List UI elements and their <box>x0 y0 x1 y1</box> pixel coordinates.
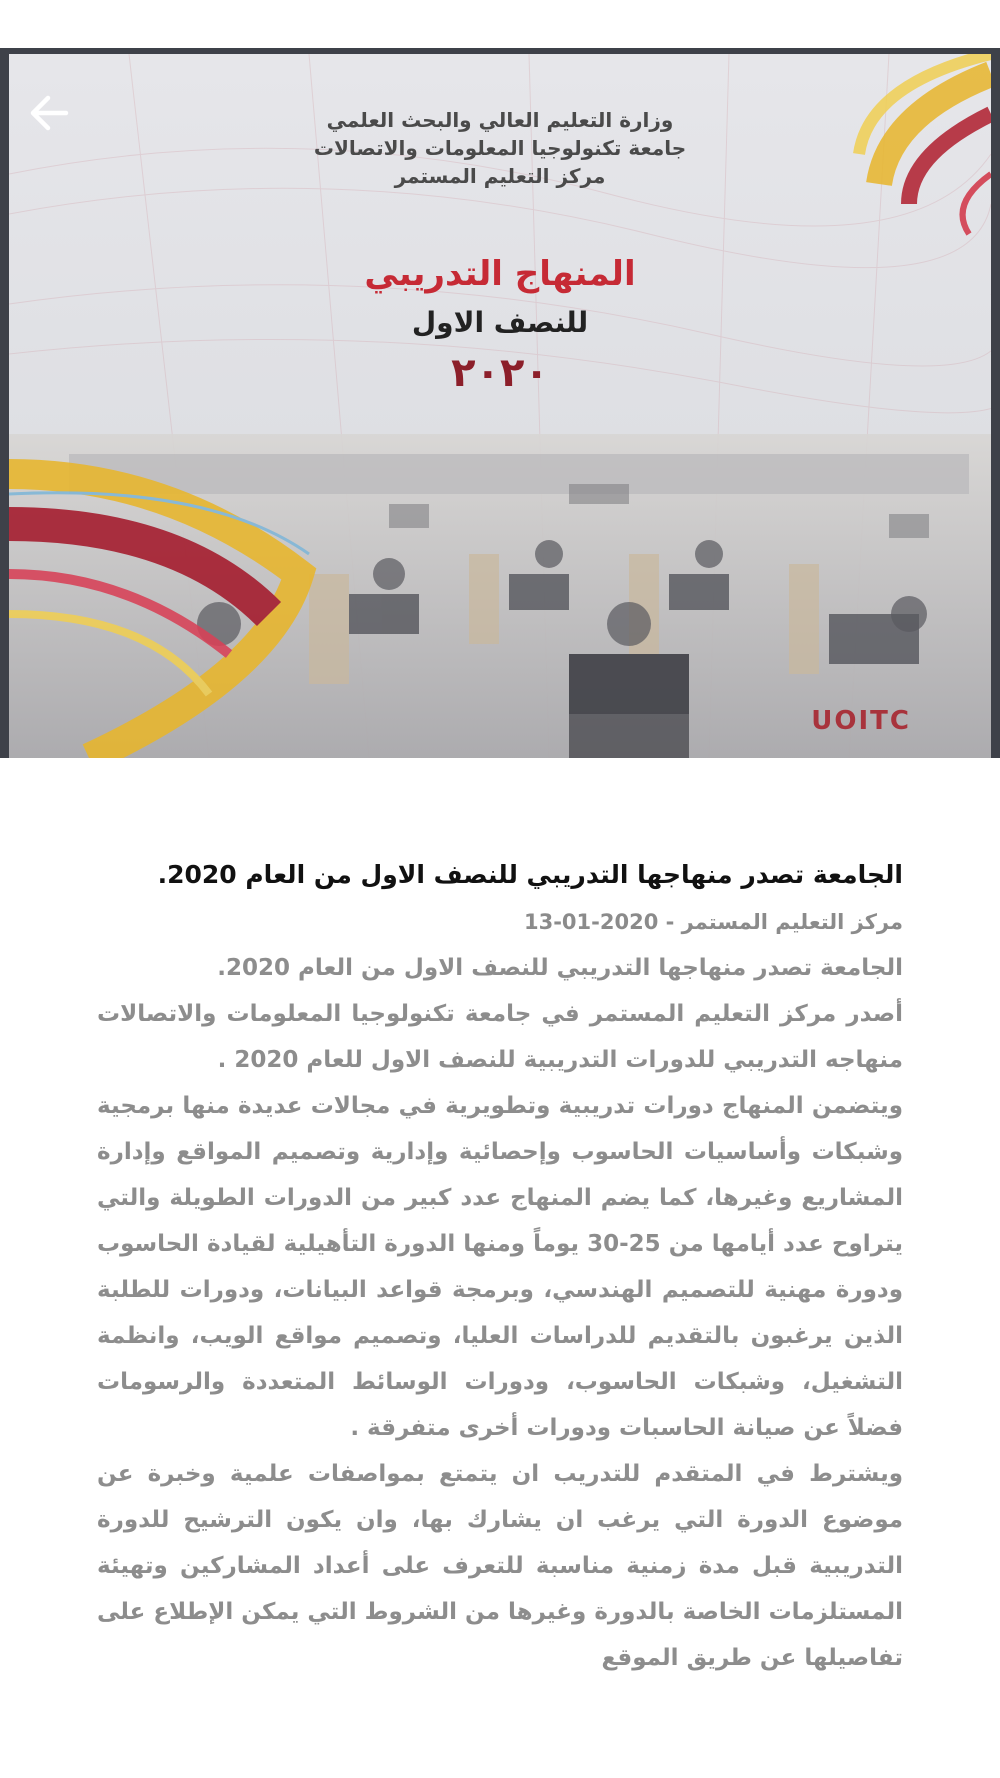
article-title: الجامعة تصدر منهاجها التدريبي للنصف الاول من العام 2020. <box>157 860 903 889</box>
cover-subtitle: للنصف الاول <box>411 306 589 339</box>
university-line: جامعة تكنولوجيا المعلومات والاتصالات <box>313 136 687 160</box>
article-body <box>97 945 903 1681</box>
arrow-left-icon <box>28 92 70 134</box>
cover-year: ٢٠٢٠ <box>451 350 549 396</box>
article-paragraph: ويتضمن المنهاج دورات تدريبية وتطويرية في مجالات عديدة منها برمجية وشبكات وأساسيات الحاسوب وإحصائية وإدارية وتصميم المواقع وإدارة المشاريع وغيرها، كما يضم المنهاج عدد كبير من الدورات الطويلة والتي يتراوح عدد أيامها من 25-30 يوماً ومنها الدورة التأهيلية لقيادة الحاسوب ودورة مهنية للتصميم الهندسي، وبرمجة قواعد البيانات، ودورات للطلبة الذين يرغبون بالتقديم للدراسات العليا، وتصميم مواقع الويب، وانظمة التشغيل، وشبكات الحاسوب، ودورات الوسائط المتعددة والرسومات فضلاً عن صيانة الحاسبات ودورات أخرى متفرقة . <box>97 1093 903 1441</box>
center-line: مركز التعليم المستمر <box>394 164 606 188</box>
article <box>97 855 903 1681</box>
article-paragraph: أصدر مركز التعليم المستمر في جامعة تكنولوجيا المعلومات والاتصالات منهاجه التدريبي للدورات التدريبية للنصف الاول للعام 2020 . <box>97 1001 903 1073</box>
status-area <box>0 0 1000 48</box>
ministry-header <box>9 106 991 190</box>
back-button[interactable] <box>24 88 74 138</box>
brand-logo: UOITC <box>811 706 911 736</box>
cover-image <box>9 54 991 758</box>
article-paragraph: الجامعة تصدر منهاجها التدريبي للنصف الاول من العام 2020. <box>217 955 903 981</box>
cover-title: المنهاج التدريبي <box>364 254 636 294</box>
ministry-line: وزارة التعليم العالي والبحث العلمي <box>326 108 674 132</box>
article-paragraph: ويشترط في المتقدم للتدريب ان يتمتع بمواصفات علمية وخبرة عن موضوع الدورة التي يرغب ان يشارك بها، وان يكون الترشيح للدورة التدريبية قبل مدة زمنية مناسبة للتعرف على أعداد المشاركين وتهيئة المستلزمات الخاصة بالدورة وغيرها من الشروط التي يمكن الإطلاع على تفاصيلها عن طريق الموقع <box>97 1461 903 1671</box>
hero-banner <box>0 48 1000 758</box>
article-meta: مركز التعليم المستمر - 2020-01-13 <box>523 910 903 934</box>
